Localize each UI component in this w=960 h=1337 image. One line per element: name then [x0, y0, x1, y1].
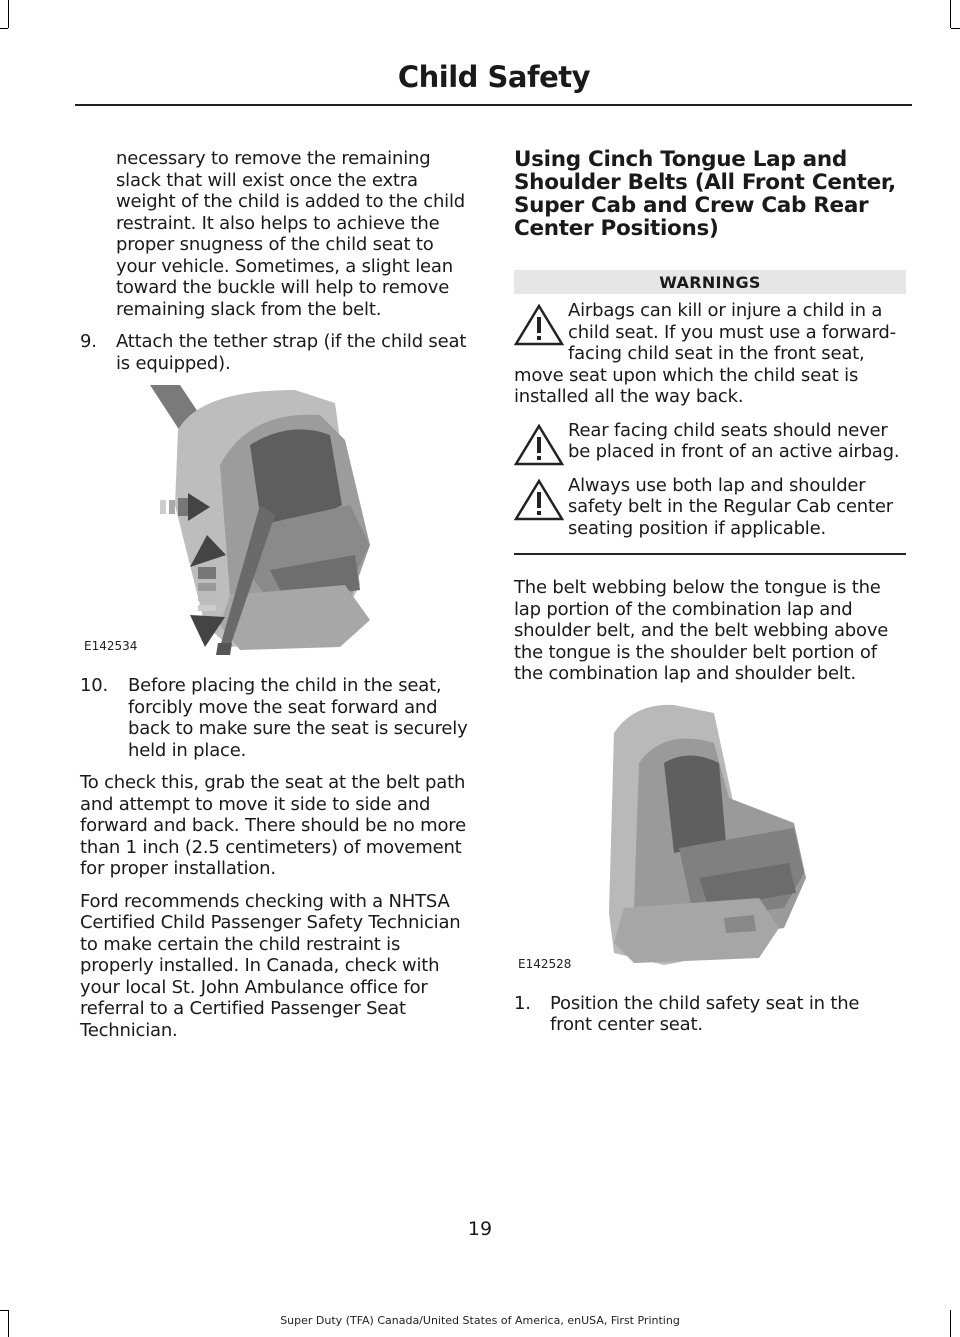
warning-triangle-icon — [514, 424, 564, 466]
header-divider — [75, 104, 912, 106]
warning-triangle-icon — [514, 479, 564, 521]
crop-mark — [950, 0, 951, 28]
step-number: 1. — [514, 992, 531, 1014]
crop-mark — [0, 1310, 8, 1311]
paragraph-webbing: The belt webbing below the tongue is the lap portion of the combination lap and shoulder belt, and the belt webbing above the tongue is the shoulder belt portion of the combination lap and shoulder belt. — [514, 577, 889, 684]
crop-mark — [8, 0, 9, 28]
step-10 — [80, 675, 475, 761]
step-number: 9. — [80, 331, 97, 352]
warning-text: Airbags can kill or injure a child in a child seat. If you must use a forward-facing child seat in the front seat, move seat upon which the child seat is installed all the way back. — [514, 300, 896, 407]
step-text: Position the child safety seat in the front center seat. — [550, 992, 860, 1035]
child-seat-illustration — [80, 385, 475, 655]
figure-child-seat — [514, 703, 906, 973]
step-1 — [514, 993, 906, 1036]
step-9 — [80, 331, 475, 374]
paragraph-check: To check this, grab the seat at the belt path and attempt to move it side to side and forward and back. There should be no more than 1 inch (2.5 centimeters) of movement for proper installation. — [80, 772, 466, 879]
warning-text: Always use both lap and shoulder safety belt in the Regular Cab center seating position if applicable. — [568, 474, 893, 539]
crop-mark — [951, 28, 960, 29]
step-text: Before placing the child in the seat, forcibly move the seat forward and back to make sure the seat is securely held in place. — [128, 675, 468, 761]
figure-code: E142534 — [84, 639, 138, 653]
page-footer: Super Duty (TFA) Canada/United States of America, enUSA, First Printing — [280, 1314, 680, 1327]
right-column — [514, 148, 906, 1047]
figure-tether-strap — [80, 385, 475, 655]
warning-text: Rear facing child seats should never be placed in front of an active airbag. — [568, 419, 900, 462]
step-number: 10. — [80, 675, 109, 696]
section-heading: Using Cinch Tongue Lap and Shoulder Belts (All Front Center, Super Cab and Crew Cab Rear Center Positions) — [514, 147, 896, 241]
page-number: 19 — [467, 1218, 493, 1240]
warning-triangle-icon — [514, 304, 564, 346]
warnings-divider — [514, 553, 906, 555]
continued-paragraph: necessary to remove the remaining slack that will exist once the extra weight of the child is added to the child restraint. It also helps to achieve the proper snugness of the child seat to your vehicle. Sometimes, a slight lean toward the buckle will help to remove remaining slack from the belt. — [116, 148, 465, 320]
warning-item — [514, 300, 906, 408]
child-seat-illustration — [514, 703, 906, 973]
left-column — [80, 148, 475, 1052]
warnings-label: WARNINGS — [514, 270, 906, 294]
step-text: Attach the tether strap (if the child seat is equipped). — [116, 331, 467, 374]
paragraph-ford: Ford recommends checking with a NHTSA Certified Child Passenger Safety Technician to make certain the child restraint is properly installed. In Canada, check with your local St. John Ambulance office for referral to a Certified Passenger Seat Technician. — [80, 890, 461, 1041]
crop-mark — [0, 28, 8, 29]
page-title: Child Safety — [397, 60, 590, 94]
warning-item — [514, 475, 906, 540]
warning-item — [514, 420, 906, 463]
figure-code: E142528 — [518, 956, 572, 971]
